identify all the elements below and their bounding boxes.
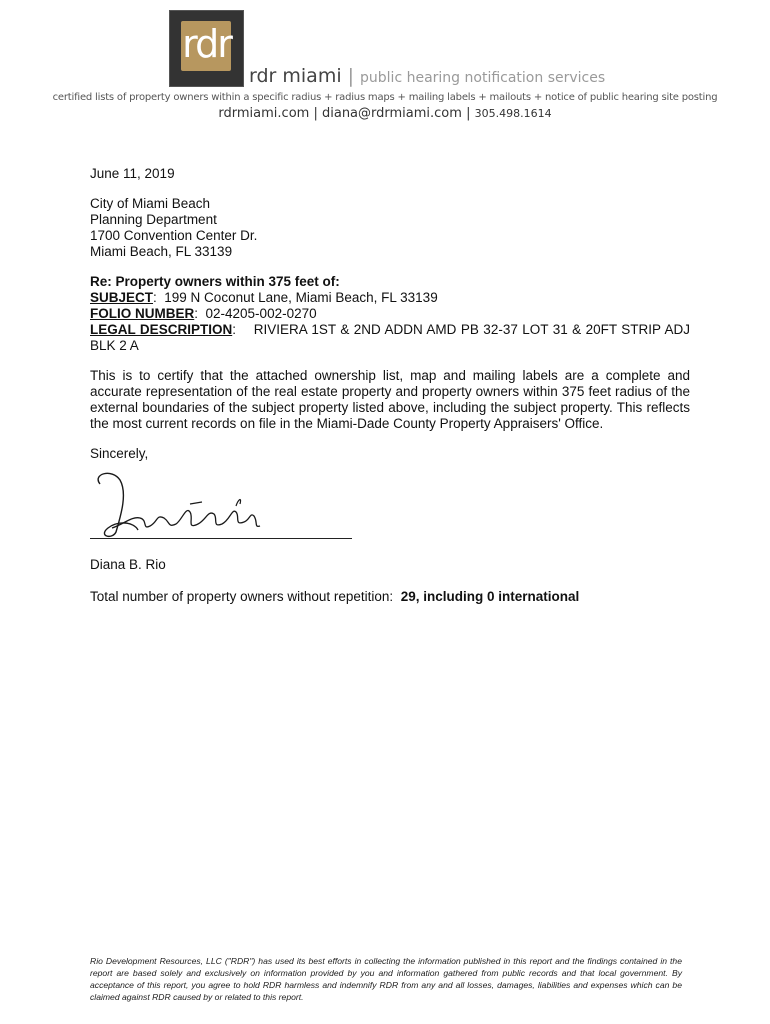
- contact-separator-2: |: [466, 106, 471, 121]
- subject-label: SUBJECT: [90, 290, 154, 305]
- recipient-line: Planning Department: [90, 212, 217, 227]
- folio-label: FOLIO NUMBER: [90, 306, 195, 321]
- subject-value: 199 N Coconut Lane, Miami Beach, FL 33139: [164, 290, 438, 305]
- services-line: certified lists of property owners within a specific radius + radius maps + mailing labels + mailouts + notice of public hearing site posting: [52, 92, 718, 103]
- brand-separator: |: [347, 65, 355, 87]
- total-owners: [90, 589, 690, 605]
- disclaimer: Rio Development Resources, LLC ("RDR") has used its best efforts in collecting the information published in this report and the findings contained in the report are based solely and exclusively on information provided by you and information gathered from public records and that local government. By acceptance of this report, you agree to hold RDR harmless and indemnify RDR from any and all losses, damages, liabilities and expenses which can be claimed against RDR caused by or related to this report.: [90, 956, 682, 1002]
- folio-row: FOLIO NUMBER: 02-4205-002-0270: [90, 306, 317, 321]
- legal-value: RIVIERA 1ST & 2ND ADDN AMD PB 32-37 LOT 31 & 20FT STRIP ADJ BLK 2 A: [90, 322, 691, 353]
- signer-name: Diana B. Rio: [90, 557, 166, 572]
- recipient-line: Miami Beach, FL 33139: [90, 244, 233, 259]
- re-block: [90, 274, 690, 354]
- company-logo: [169, 10, 244, 87]
- re-heading: Re: Property owners within 375 feet of:: [90, 274, 340, 289]
- total-label: Total number of property owners without repetition:: [90, 589, 394, 604]
- email-link[interactable]: diana@rdrmiami.com: [321, 106, 462, 121]
- signature-area: [90, 462, 690, 557]
- contact-separator-1: |: [313, 106, 318, 121]
- website-link[interactable]: rdrmiami.com: [218, 106, 310, 121]
- closing: Sincerely,: [90, 446, 149, 461]
- recipient-address: [90, 196, 690, 260]
- brand-tagline: public hearing notification services: [360, 70, 606, 86]
- brand-name: rdr miami: [249, 65, 342, 87]
- legal-label: LEGAL DESCRIPTION: [90, 322, 233, 337]
- brand-line: [249, 65, 605, 87]
- signature-line: [90, 538, 352, 539]
- legal-row: LEGAL DESCRIPTION: RIVIERA 1ST & 2ND ADDN AMD PB 32-37 LOT 31 & 20FT STRIP ADJ BLK 2 A: [90, 322, 691, 353]
- total-value: 29, including 0 international: [400, 589, 580, 604]
- letter-date: June 11, 2019: [90, 166, 175, 181]
- signature-image: [90, 466, 290, 546]
- contact-line: [0, 106, 770, 121]
- letter-body: [90, 166, 690, 605]
- certification-paragraph: This is to certify that the attached ownership list, map and mailing labels are a complete and accurate representation of the real estate property and property owners within 375 feet radius of the external boundaries of the subject property listed above, including the subject property. This reflects the most current records on file in the Miami-Dade County Property Appraisers' Office.: [90, 368, 690, 431]
- logo-text: rdr: [182, 22, 231, 66]
- subject-row: SUBJECT: 199 N Coconut Lane, Miami Beach, FL 33139: [90, 290, 438, 305]
- recipient-line: 1700 Convention Center Dr.: [90, 228, 258, 243]
- recipient-line: City of Miami Beach: [90, 196, 211, 211]
- phone-number: 305.498.1614: [474, 107, 552, 120]
- folio-value: 02-4205-002-0270: [205, 306, 317, 321]
